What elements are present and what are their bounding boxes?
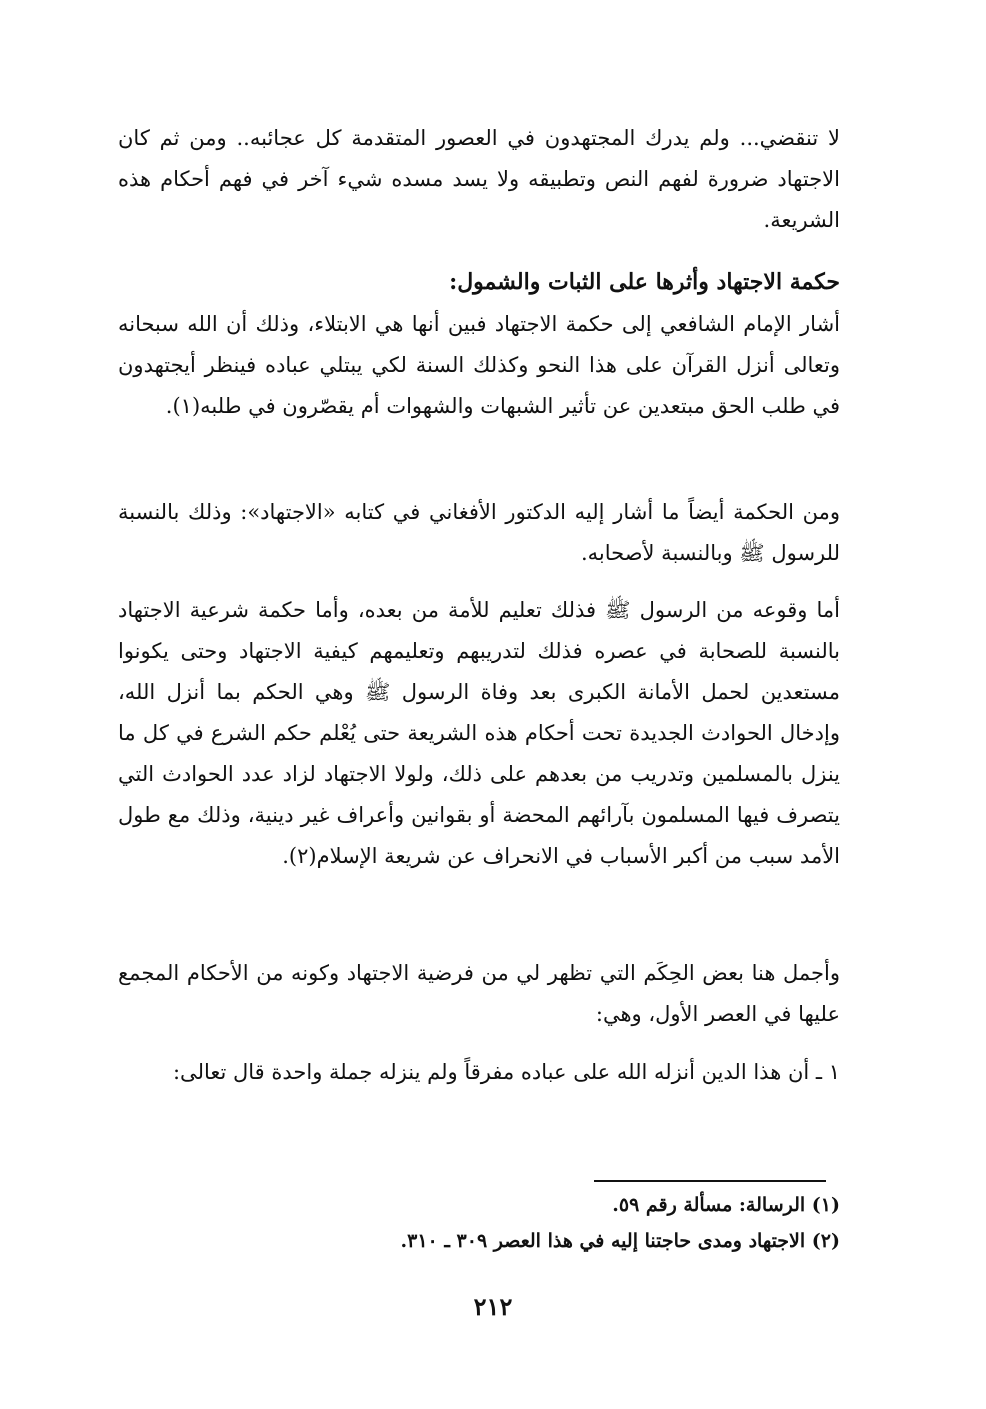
paragraph-summary-intro: وأجمل هنا بعض الحِكَم التي تظهر لي من فرضية الاجتهاد وكونه من الأحكام المجمع عليها في العصر الأول، وهي: (118, 961, 840, 1026)
footnote-1: (١) الرسالة: مسألة رقم ٥٩. (612, 1194, 840, 1216)
paragraph-shafii-wisdom: أشار الإمام الشافعي إلى حكمة الاجتهاد فبين أنها هي الابتلاء، وذلك أن الله سبحانه وتعالى أنزل القرآن على هذا النحو وكذلك السنة لكي يبتلي عباده فينظر أيجتهدون في طلب الحق مبتعدين عن تأثير الشبهات والشهوات أم يقصّرون في طلبه(١). (118, 312, 840, 418)
section-heading: حكمة الاجتهاد وأثرها على الثبات والشمول: (449, 269, 840, 295)
page-number: ٢١٢ (473, 1292, 513, 1321)
paragraph-afghani-wisdom: ومن الحكمة أيضاً ما أشار إليه الدكتور الأفغاني في كتابه «الاجتهاد»: وذلك بالنسبة للرسول ﷺ وبالنسبة لأصحابه. (118, 500, 840, 565)
paragraph-prophet-ijtihad: أما وقوعه من الرسول ﷺ فذلك تعليم للأمة من بعده، وأما حكمة شرعية الاجتهاد بالنسبة للصحابة في عصره فذلك لتدريبهم وتعليمهم كيفية الاجتهاد وحتى يكونوا مستعدين لحمل الأمانة الكبرى بعد وفاة الرسول ﷺ وهي الحكم بما أنزل الله، وإدخال الحوادث الجديدة تحت أحكام هذه الشريعة حتى يُعْلم حكم الشرع في كل ما ينزل بالمسلمين وتدريب من بعدهم على ذلك، ولولا الاجتهاد لزاد عدد الحوادث التي يتصرف فيها المسلمون بآرائهم المحضة أو بقوانين وأعراف غير دينية، وذلك مع طول الأمد سبب من أكبر الأسباب في الانحراف عن شريعة الإسلام(٢). (118, 598, 840, 868)
paragraph-continuation: لا تنقضي... ولم يدرك المجتهدون في العصور المتقدمة كل عجائبه.. ومن ثم كان الاجتهاد ضرورة لفهم النص وتطبيقه ولا يسد مسده شيء آخر في فهم أحكام هذه الشريعة. (118, 126, 840, 232)
footnote-divider (594, 1180, 826, 1182)
paragraph-point-one: ١ ـ أن هذا الدين أنزله الله على عباده مفرقاً ولم ينزله جملة واحدة قال تعالى: (172, 1060, 840, 1084)
footnote-2: (٢) الاجتهاد ومدى حاجتنا إليه في هذا العصر ٣٠٩ ـ ٣١٠. (400, 1230, 840, 1252)
